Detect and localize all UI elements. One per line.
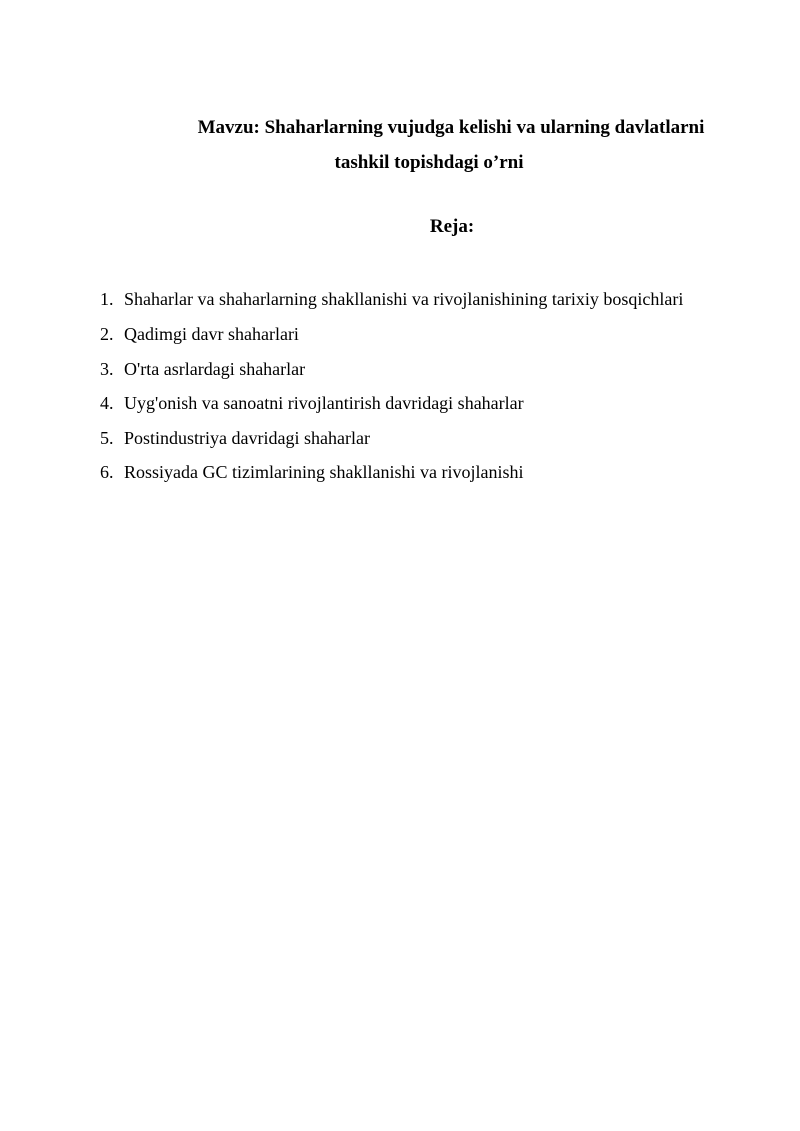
- plan-item-text: Uyg'onish va sanoatni rivojlantirish davridagi shaharlar: [124, 393, 524, 414]
- plan-item-number: 6.: [100, 462, 114, 483]
- plan-item-text: Shaharlar va shaharlarning shakllanishi va rivojlanishining tarixiy bosqichlari: [124, 289, 684, 309]
- document-title: [100, 110, 740, 180]
- plan-item: [100, 317, 742, 352]
- plan-item-number: 1.: [100, 289, 114, 309]
- plan-item-text: Rossiyada GC tizimlarining shakllanishi va rivojlanishi: [124, 462, 524, 483]
- plan-item: [100, 386, 742, 421]
- title-line-1: Mavzu: Shaharlarning vujudga kelishi va ularning davlatlarni: [197, 117, 705, 138]
- title-line-2: tashkil topishdagi o’rni: [334, 152, 524, 173]
- plan-item-number: 2.: [100, 324, 114, 344]
- plan-item-text: O'rta asrlardagi shaharlar: [124, 358, 306, 379]
- plan-item: [100, 352, 742, 387]
- plan-item-text: Postindustriya davridagi shaharlar: [124, 427, 370, 448]
- plan-item: [100, 282, 742, 317]
- plan-item-number: 3.: [100, 358, 114, 379]
- plan-item-number: 4.: [100, 393, 114, 414]
- plan-item: [100, 421, 742, 456]
- plan-item: [100, 455, 742, 490]
- plan-item-number: 5.: [100, 427, 114, 448]
- plan-item-text: Qadimgi davr shaharlari: [124, 324, 299, 344]
- plan-heading: Reja:: [429, 216, 475, 237]
- plan-list: [100, 282, 742, 490]
